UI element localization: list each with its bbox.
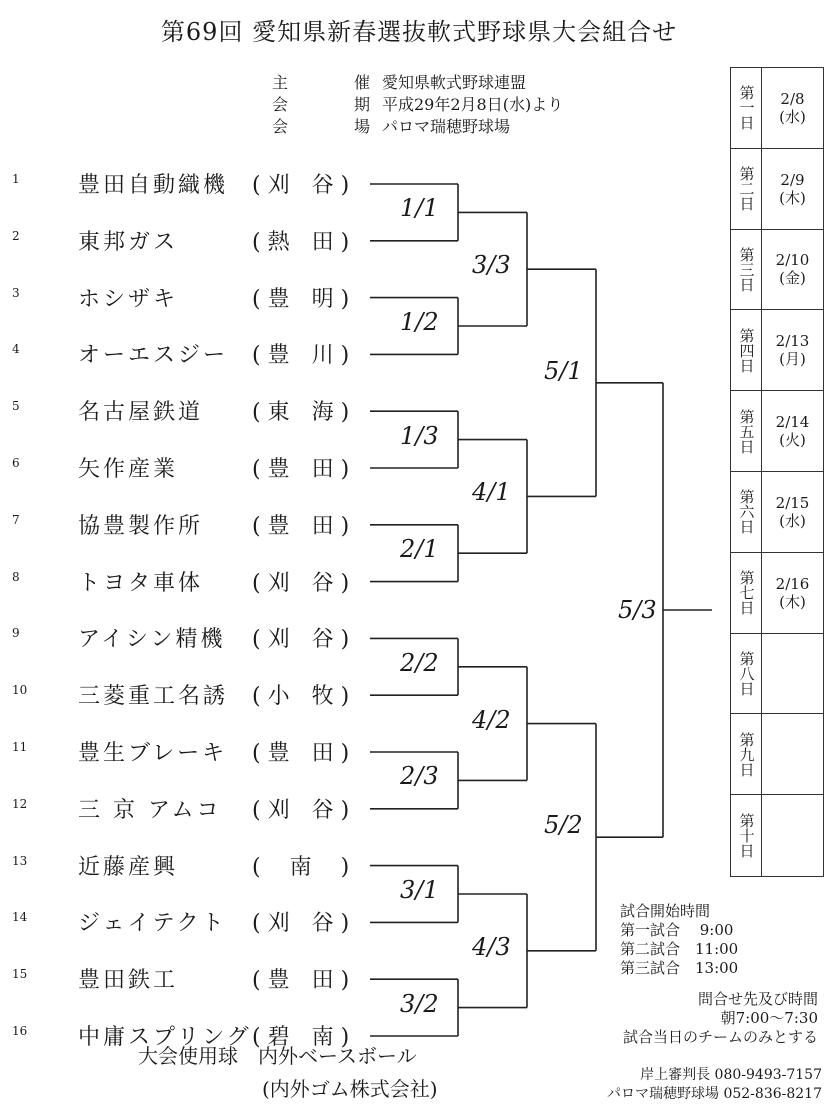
info-label-char: 主 [272,73,289,92]
schedule-weekday: (月) [779,350,806,369]
team-number: 11 [12,740,28,754]
contact-line: 試合当日のチームのみとする [622,1028,818,1046]
team-number: 7 [12,512,20,527]
schedule-day: 第一日 [731,68,762,148]
team-number: 10 [12,683,28,698]
game-label: 3/3 [472,251,511,280]
game-label: 2/1 [400,535,439,564]
team-name: 豊田鉄工 [78,968,179,994]
schedule-date-cell [762,230,823,310]
schedule-day: 第三日 [731,230,762,310]
schedule-date: 2/10 [775,251,810,270]
team-number: 15 [12,967,28,982]
team-number: 14 [12,910,28,925]
schedule-day: 第二日 [731,149,762,229]
schedule-weekday: (水) [779,107,806,126]
start-time-row: 第三試合 13:00 [620,959,739,977]
schedule-date-cell [762,634,823,714]
team-name: 近藤産興 [78,854,179,880]
team-city: ( 熱 田 ) [252,229,350,255]
info-label-char: 場 [353,117,370,136]
game-label: 1/1 [400,194,439,223]
schedule-date: 2/16 [775,574,810,593]
schedule-weekday: (火) [779,431,806,450]
phone-list [607,1066,822,1104]
team-city: ( 南 ) [252,854,350,880]
contact-line: 朝7:00～7:30 [720,1009,818,1027]
game-label: 2/3 [400,762,439,791]
schedule-row [731,230,823,311]
team-number: 12 [12,796,28,811]
team-city: ( 豊 田 ) [252,457,350,482]
schedule-day: 第六日 [731,472,762,552]
schedule-row [731,634,823,715]
schedule-row [731,553,823,634]
schedule-row [731,391,823,472]
info-label-char: 期 [353,95,370,114]
game-label: 3/2 [400,989,439,1018]
schedule-date: 2/9 [780,170,805,189]
team-city: ( 東 海 ) [252,400,350,426]
team-name: トヨタ車体 [78,570,204,596]
team-number: 3 [12,285,20,300]
team-name: 豊生ブレーキ [78,741,228,766]
schedule-row [731,149,823,230]
team-number: 6 [12,456,20,470]
schedule-row [731,68,823,149]
contact-line: 問合せ先及び時間 [697,990,818,1008]
team-name: 豊田自動織機 [78,173,229,198]
contact-info [623,990,818,1047]
page-title: 第69回 愛知県新春選抜軟式野球県大会組合せ [160,18,678,46]
team-name: 矢作産業 [78,457,179,482]
schedule-row [731,310,823,391]
team-name: アイシン精機 [78,627,226,653]
info-value: 愛知県軟式野球連盟 [382,73,527,92]
game-label: 5/2 [544,811,583,840]
schedule-date-cell [762,795,823,876]
info-label-char: 会 [272,95,289,114]
schedule-weekday: (水) [779,511,806,530]
schedule-date-cell [762,391,823,471]
game-label: 5/3 [618,596,657,624]
schedule-day: 第八日 [731,634,762,714]
schedule-date-cell [762,472,823,552]
team-city: ( 豊 明 ) [252,286,350,312]
schedule-day: 第七日 [731,553,762,633]
schedule-weekday: (木) [779,188,806,207]
schedule-day: 第四日 [731,310,762,390]
team-name: 三 京 アムコ [78,797,222,823]
info-label-char: 会 [272,117,289,136]
team-name: 東邦ガス [78,229,179,255]
start-times [620,902,738,978]
team-city: ( 小 牧 ) [252,684,350,710]
schedule-date: 2/13 [775,332,810,351]
schedule-day: 第九日 [731,714,762,794]
info-value: パロマ瑞穂野球場 [382,117,511,136]
schedule-date-cell [762,553,823,633]
info-label-char: 催 [353,73,370,92]
team-name: ホシザキ [78,286,179,312]
team-city: ( 豊 田 ) [252,741,350,766]
schedule-date-cell [762,149,823,229]
game-label: 4/3 [472,932,511,961]
start-times-heading: 試合開始時間 [620,902,711,920]
team-name: 名古屋鉄道 [78,400,204,426]
team-name: 三菱重工名誘 [78,684,229,710]
team-number: 4 [12,342,20,357]
team-city: ( 碧 南 ) [252,1025,350,1050]
schedule-date-cell [762,68,823,148]
team-number: 13 [12,853,28,868]
schedule-row [731,472,823,553]
team-name: ジェイテクト [78,911,227,937]
team-city: ( 刈 谷 ) [252,911,350,937]
team-number: 5 [12,399,20,414]
schedule-table [730,67,824,877]
team-number: 1 [12,172,20,186]
team-name: 協豊製作所 [78,513,204,539]
schedule-date-cell [762,714,823,794]
team-name: オーエスジー [78,343,229,369]
start-time-row: 第二試合 11:00 [620,940,739,958]
schedule-weekday: (金) [779,269,806,288]
start-time-row: 第一試合 9:00 [620,921,734,939]
schedule-date: 2/14 [775,413,810,432]
team-city: ( 刈 谷 ) [252,797,350,823]
team-city: ( 豊 田 ) [252,513,350,539]
schedule-row [731,795,823,876]
schedule-row [731,714,823,795]
schedule-weekday: (木) [779,592,806,611]
info-value: 平成29年2月8日(水)より [382,95,564,114]
team-number: 9 [12,626,20,641]
phone-line: 岸上審判長 080-9493-7157 [640,1067,822,1083]
team-name: 中庸スプリング [78,1025,252,1050]
ball-maker: (内外ゴム株式会社) [262,1077,438,1101]
game-label: 4/1 [472,478,511,507]
game-label: 4/2 [472,705,511,734]
phone-line: パロマ瑞穂野球場 052-836-8217 [607,1086,822,1102]
schedule-day: 第十日 [731,795,762,876]
game-label: 1/3 [400,421,439,450]
game-label: 5/1 [544,356,583,385]
game-label: 2/2 [400,648,439,677]
team-city: ( 刈 谷 ) [252,627,350,653]
schedule-day: 第五日 [731,391,762,471]
schedule-date: 2/15 [775,493,810,512]
game-label: 3/1 [400,876,439,904]
team-number: 2 [12,228,20,243]
game-label: 1/2 [400,308,439,336]
schedule-date-cell [762,310,823,390]
team-number: 8 [12,569,20,584]
schedule-date: 2/8 [780,89,805,108]
team-city: ( 刈 谷 ) [252,173,350,198]
team-number: 16 [12,1024,28,1038]
team-city: ( 豊 川 ) [252,343,350,369]
team-city: ( 刈 谷 ) [252,570,350,596]
team-city: ( 豊 田 ) [252,968,350,994]
official-ball: 大会使用球 内外ベースボール [138,1044,417,1068]
